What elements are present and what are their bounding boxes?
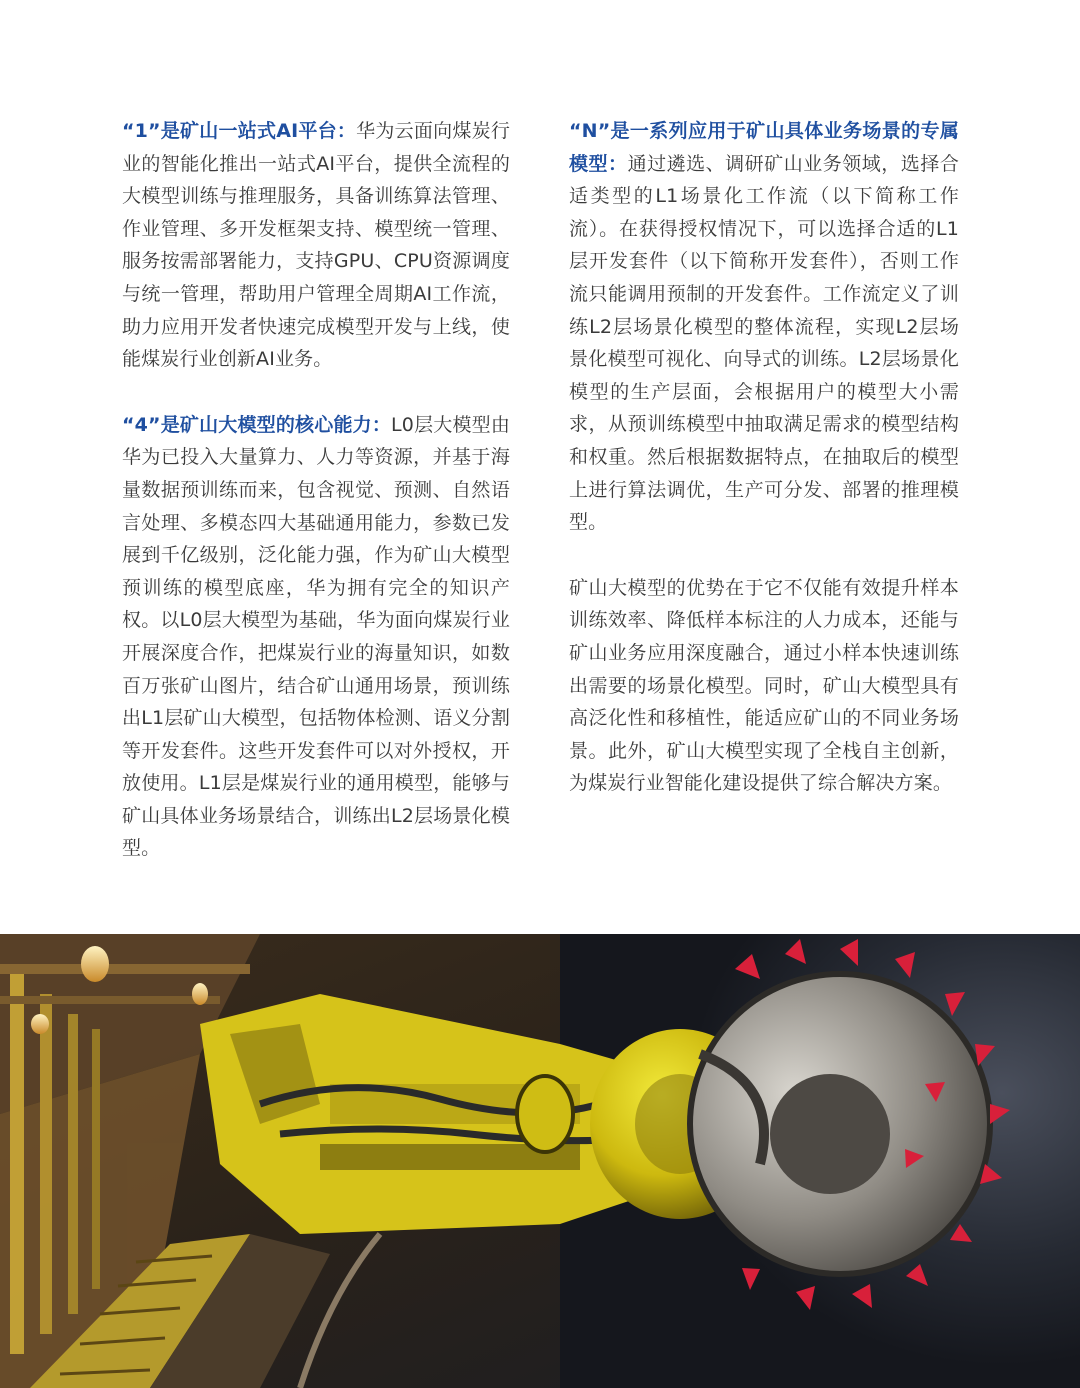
paragraph-text: 通过遴选、调研矿山业务领域，选择合适类型的L1场景化工作流（以下简称工作流）。在获得授权情况下，可以选择合适的L1层开发套件（以下简称开发套件），否则工作流只能调用预制的开发套件。工作流定义了训练L2层场景化模型的整体流程，实现L2层场景化模型可视化、向导式的训练。L2层场景化模型的生产层面，会根据用户的模型大小需求，从预训练模型中抽取满足需求的模型结构和权重。然后根据数据特点，在抽取后的模型上进行算法调优，生产可分发、部署的推理模型。 bbox=[569, 152, 959, 534]
right-column bbox=[569, 115, 959, 800]
paragraph-lead: “4”是矿山大模型的核心能力： bbox=[122, 413, 392, 436]
paragraph-text: 华为云面向煤炭行业的智能化推出一站式AI平台，提供全流程的大模型训练与推理服务，具备训练算法管理、作业管理、多开发框架支持、模型统一管理、服务按需部署能力，支持GPU、CPU资源调度与统一管理，帮助用户管理全周期AI工作流，助力应用开发者快速完成模型开发与上线，使能煤炭行业创新AI业务。 bbox=[122, 120, 510, 371]
paragraph-ai-platform bbox=[122, 115, 510, 376]
paragraph-text: 矿山大模型的优势在于它不仅能有效提升样本训练效率、降低样本标注的人力成本，还能与矿山业务应用深度融合，通过小样本快速训练出需要的场景化模型。同时，矿山大模型具有高泛化性和移植性，能适应矿山的不同业务场景。此外，矿山大模型实现了全栈自主创新，为煤炭行业智能化建设提供了综合解决方案。 bbox=[569, 576, 959, 795]
mining-machine-photo bbox=[0, 934, 1080, 1388]
paragraph-text: L0层大模型由华为已投入大量算力、人力等资源，并基于海量数据预训练而来，包含视觉、预测、自然语言处理、多模态四大基础通用能力，参数已发展到千亿级别，泛化能力强，作为矿山大模型预训练的模型底座，华为拥有完全的知识产权。以L0层大模型为基础，华为面向煤炭行业开展深度合作，把煤炭行业的海量知识，如数百万张矿山图片，结合矿山通用场景，预训练出L1层矿山大模型，包括物体检测、语义分割等开发套件。这些开发套件可以对外授权，开放使用。L1层是煤炭行业的通用模型，能够与矿山具体业务场景结合，训练出L2层场景化模型。 bbox=[122, 413, 510, 860]
left-column bbox=[122, 115, 510, 865]
paragraph-dedicated-models bbox=[569, 115, 959, 539]
cutter-head bbox=[690, 974, 990, 1274]
paragraph-lead: “1”是矿山一站式AI平台： bbox=[122, 120, 357, 142]
paragraph-lead: “N”是一系列应用于矿山具体业务场景的专属模型： bbox=[569, 120, 959, 175]
paragraph-advantages bbox=[569, 572, 959, 800]
paragraph-core-capability bbox=[122, 409, 510, 865]
